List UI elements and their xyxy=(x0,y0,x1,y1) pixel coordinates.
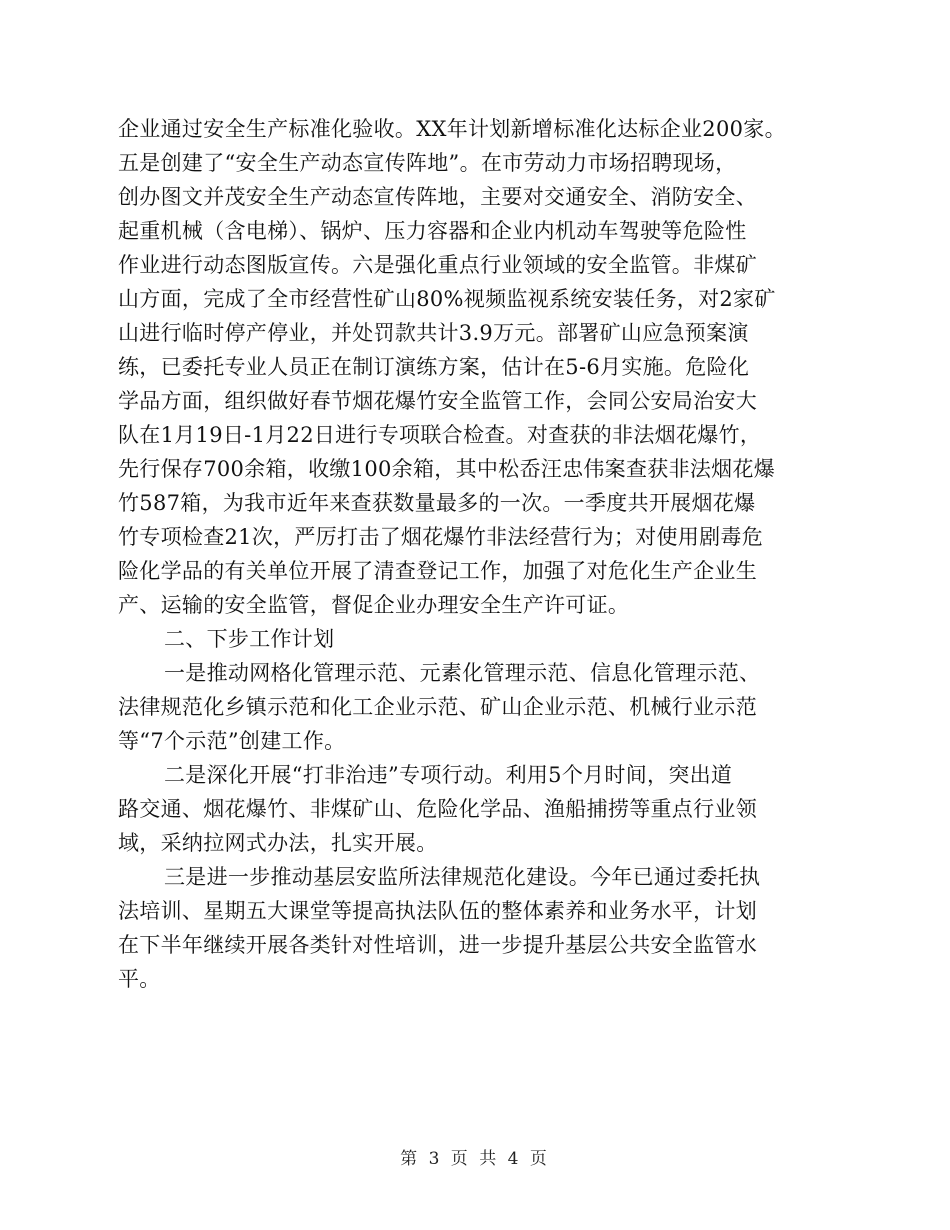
body-line: 险化学品的有关单位开展了清查登记工作，加强了对危化生产企业生 xyxy=(118,559,757,583)
body-line: 平。 xyxy=(118,967,161,991)
body-line: 路交通、烟花爆竹、非煤矿山、危险化学品、渔船捕捞等重点行业领 xyxy=(118,797,757,821)
document-body xyxy=(118,112,830,996)
body-line: 学品方面，组织做好春节烟花爆竹安全监管工作，会同公安局治安大 xyxy=(118,389,757,413)
paragraph-first-line: 一是推动网格化管理示范、元素化管理示范、信息化管理示范、 xyxy=(164,661,761,685)
paragraph-first-line: 二是深化开展“打非治违”专项行动。利用5个月时间，突出道 xyxy=(164,763,733,787)
body-line: 企业通过安全生产标准化验收。XX年计划新增标准化达标企业200家。 xyxy=(118,117,786,141)
section-heading: 二、下步工作计划 xyxy=(164,627,335,651)
paragraph-first-line: 三是进一步推动基层安监所法律规范化建设。今年已通过委托执 xyxy=(164,865,761,889)
body-line: 五是创建了“安全生产动态宣传阵地”。在市劳动力市场招聘现场， xyxy=(118,151,737,175)
body-line: 法培训、星期五大课堂等提高执法队伍的整体素养和业务水平，计划 xyxy=(118,899,757,923)
body-line: 先行保存700余箱，收缴100余箱，其中松岙汪忠伟案查获非法烟花爆 xyxy=(118,457,776,481)
body-line: 起重机械（含电梯）、锅炉、压力容器和企业内机动车驾驶等危险性 xyxy=(118,219,747,243)
body-line: 队在1月19日-1月22日进行专项联合检查。对查获的非法烟花爆竹， xyxy=(118,423,762,447)
body-line: 山方面，完成了全市经营性矿山80%视频监视系统安装任务，对2家矿 xyxy=(118,287,776,311)
body-line: 创办图文并茂安全生产动态宣传阵地，主要对交通安全、消防安全、 xyxy=(118,185,757,209)
body-line: 练，已委托专业人员正在制订演练方案，估计在5-6月实施。危险化 xyxy=(118,355,750,379)
body-line: 在下半年继续开展各类针对性培训，进一步提升基层公共安全监管水 xyxy=(118,933,757,957)
page-number-footer: 第 3 页 共 4 页 xyxy=(400,1149,550,1169)
body-line: 竹专项检查21次，严厉打击了烟花爆竹非法经营行为；对使用剧毒危 xyxy=(118,525,764,549)
body-line: 域，采纳拉网式办法，扎实开展。 xyxy=(118,831,438,855)
body-line: 山进行临时停产停业，并处罚款共计3.9万元。部署矿山应急预案演 xyxy=(118,321,749,345)
body-line: 产、运输的安全监管，督促企业办理安全生产许可证。 xyxy=(118,593,630,617)
body-line: 竹587箱，为我市近年来查获数量最多的一次。一季度共开展烟花爆 xyxy=(118,491,756,515)
body-line: 等“7个示范”创建工作。 xyxy=(118,729,346,753)
body-line: 作业进行动态图版宣传。六是强化重点行业领域的安全监管。非煤矿 xyxy=(118,253,757,277)
body-line: 法律规范化乡镇示范和化工企业示范、矿山企业示范、机械行业示范 xyxy=(118,695,757,719)
